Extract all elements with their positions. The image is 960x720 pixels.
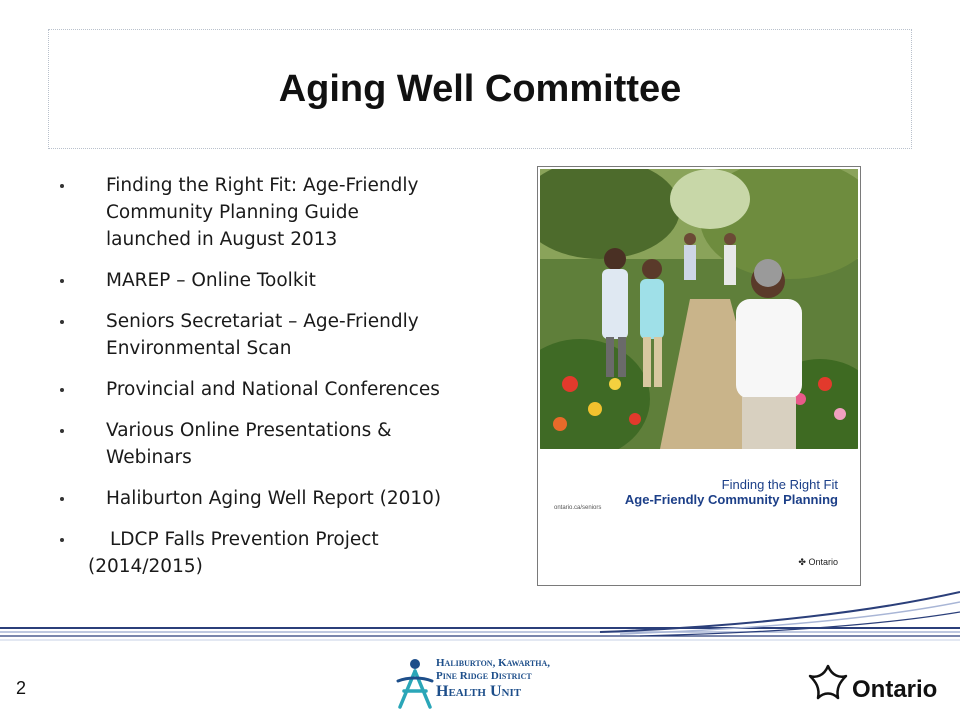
bullet-line: launched in August 2013 xyxy=(106,229,338,250)
ontario-logo xyxy=(806,660,956,710)
cover-logo-text: Ontario xyxy=(808,557,838,567)
bullet-dot-icon xyxy=(60,429,64,433)
footer-swoosh xyxy=(0,580,960,650)
hkpr-line-1: Haliburton, Kawartha, xyxy=(436,657,551,669)
hkpr-line-2: Pine Ridge District xyxy=(436,670,532,682)
bullet-dot-icon xyxy=(60,320,64,324)
bullet-line: MAREP – Online Toolkit xyxy=(106,270,316,291)
bullet-dot-icon xyxy=(60,538,64,542)
title-box xyxy=(48,29,912,149)
bullet-item xyxy=(60,308,490,362)
cover-subtitle: Age-Friendly Community Planning xyxy=(624,492,838,507)
bullet-item xyxy=(60,485,490,512)
bullet-dot-icon xyxy=(60,388,64,392)
bullet-item xyxy=(60,417,490,471)
bullet-dot-icon xyxy=(60,279,64,283)
hkpr-health-unit-logo xyxy=(394,655,564,713)
slide-title: Aging Well Committee xyxy=(278,67,682,110)
bullet-line: Seniors Secretariat – Age-Friendly xyxy=(106,311,419,332)
bullet-line: Webinars xyxy=(106,447,192,468)
garden-photo xyxy=(540,169,858,449)
bullet-item xyxy=(60,526,490,580)
bullet-dot-icon xyxy=(60,184,64,188)
bullet-line: LDCP Falls Prevention Project xyxy=(110,529,379,550)
hkpr-text xyxy=(436,657,550,701)
cover-title xyxy=(625,477,838,507)
bullet-line: Haliburton Aging Well Report (2010) xyxy=(106,488,442,509)
bullet-dot-icon xyxy=(60,497,64,501)
bullet-line: Community Planning Guide xyxy=(106,202,359,223)
bullet-line: Finding the Right Fit: Age-Friendly xyxy=(106,175,419,196)
bullet-item xyxy=(60,267,490,294)
trillium-icon: ✤ xyxy=(798,557,806,567)
guide-cover-image xyxy=(537,166,861,586)
bullet-list xyxy=(60,172,490,594)
page-number: 2 xyxy=(16,678,27,698)
bullet-line: Provincial and National Conferences xyxy=(106,379,440,400)
bullet-line: Various Online Presentations & xyxy=(106,420,392,441)
cover-title-line: Finding the Right Fit xyxy=(721,477,838,492)
hkpr-line-3: Health Unit xyxy=(436,683,522,700)
cover-text-area xyxy=(540,449,858,583)
bullet-item xyxy=(60,172,490,253)
bullet-line: Environmental Scan xyxy=(106,338,292,359)
bullet-line: (2014/2015) xyxy=(88,556,203,577)
trillium-icon xyxy=(806,662,850,706)
bullet-item xyxy=(60,376,490,403)
cover-url: ontario.ca/seniors xyxy=(554,505,602,511)
cover-ontario-logo xyxy=(798,557,838,568)
ontario-logo-text: Ontario xyxy=(852,676,938,703)
health-unit-figure-icon xyxy=(394,655,436,713)
